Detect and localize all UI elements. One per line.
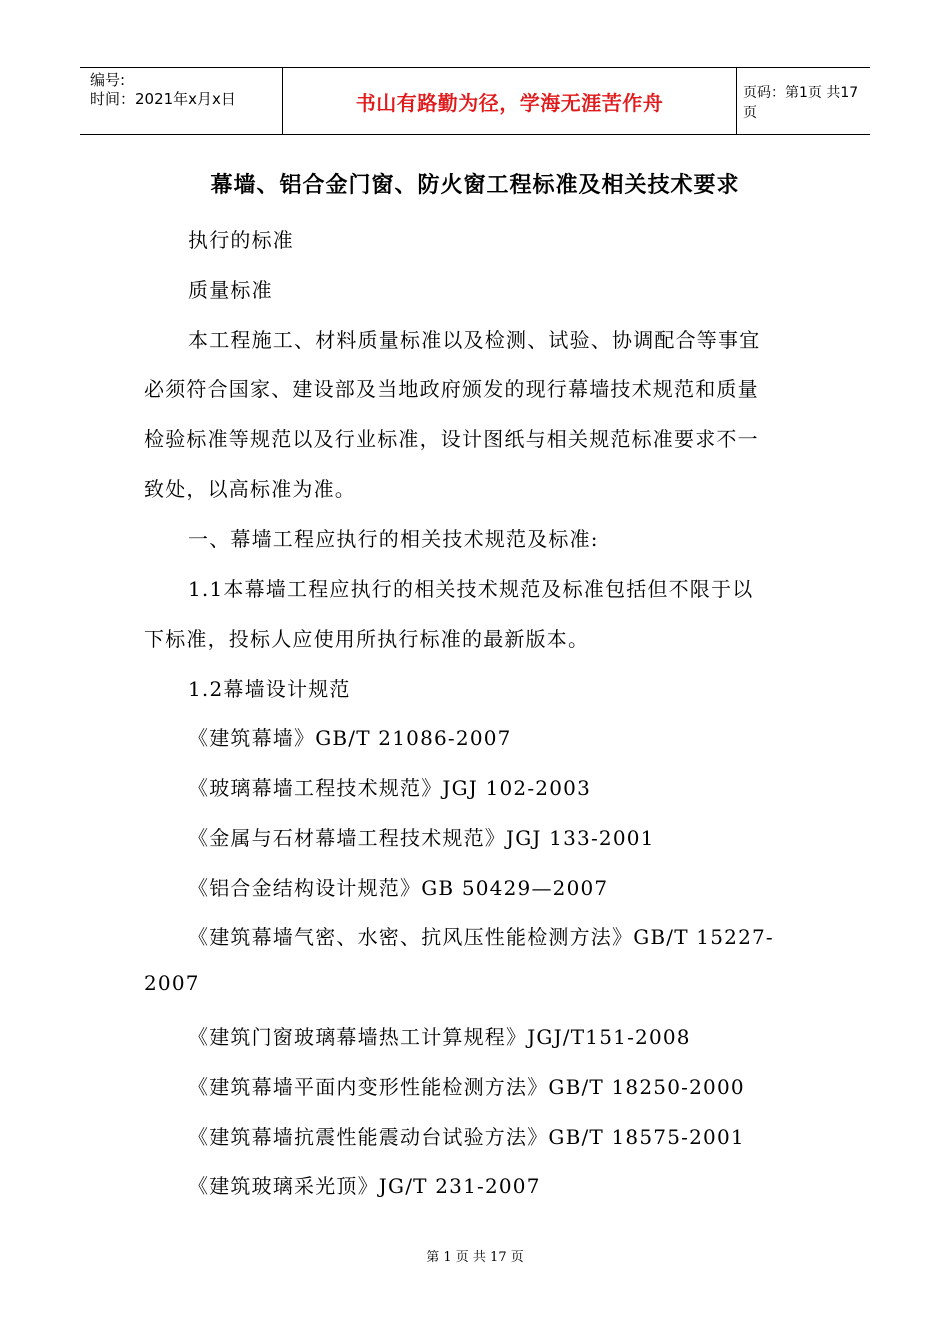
section-heading-curtain-wall: 一、幕墙工程应执行的相关技术规范及标准: xyxy=(188,527,599,551)
standard-item: 《铝合金结构设计规范》GB 50429—2007 xyxy=(188,876,609,900)
standard-item: 《建筑幕墙》GB/T 21086-2007 xyxy=(188,726,512,750)
header-meta xyxy=(80,68,282,135)
header-motto-cell xyxy=(282,68,737,135)
subsection-heading: 1.2幕墙设计规范 xyxy=(188,677,351,701)
document-title: 幕墙、铝合金门窗、防火窗工程标准及相关技术要求 xyxy=(210,173,740,198)
paragraph-line: 致处，以高标准为准。 xyxy=(144,477,356,501)
time-label: 时间：2021年x月x日 xyxy=(90,90,236,108)
standard-item: 《建筑幕墙平面内变形性能检测方法》GB/T 18250-2000 xyxy=(188,1075,745,1099)
standard-item: 《建筑幕墙气密、水密、抗风压性能检测方法》GB/T 15227- xyxy=(188,925,774,949)
standard-item: 《金属与石材幕墙工程技术规范》JGJ 133-2001 xyxy=(188,826,655,850)
standard-item: 《建筑玻璃采光顶》JG/T 231-2007 xyxy=(188,1174,541,1198)
standard-item: 《玻璃幕墙工程技术规范》JGJ 102-2003 xyxy=(188,776,591,800)
standard-item: 《建筑幕墙抗震性能震动台试验方法》GB/T 18575-2001 xyxy=(188,1125,745,1149)
page-info-text: 页码：第1页 共17页 xyxy=(743,84,859,121)
paragraph-line: 1.1本幕墙工程应执行的相关技术规范及标准包括但不限于以 xyxy=(188,577,754,601)
paragraph-line: 下标准，投标人应使用所执行标准的最新版本。 xyxy=(144,627,590,651)
number-label: 编号: xyxy=(90,71,126,89)
motto-text: 书山有路勤为径，学海无涯苦作舟 xyxy=(355,91,664,115)
section-heading-quality: 质量标准 xyxy=(188,278,273,302)
header-page-info xyxy=(737,68,870,135)
paragraph-line: 本工程施工、材料质量标准以及检测、试验、协调配合等事宜 xyxy=(188,328,761,352)
page-footer: 第 1 页 共 17 页 xyxy=(426,1250,524,1265)
standard-item-continued: 2007 xyxy=(144,971,200,995)
page-header xyxy=(80,67,870,135)
paragraph-line: 检验标准等规范以及行业标准，设计图纸与相关规范标准要求不一 xyxy=(144,427,759,451)
standard-item: 《建筑门窗玻璃幕墙热工计算规程》JGJ/T151-2008 xyxy=(188,1025,691,1049)
section-heading-standards: 执行的标准 xyxy=(188,228,294,252)
paragraph-line: 必须符合国家、建设部及当地政府颁发的现行幕墙技术规范和质量 xyxy=(144,377,759,401)
